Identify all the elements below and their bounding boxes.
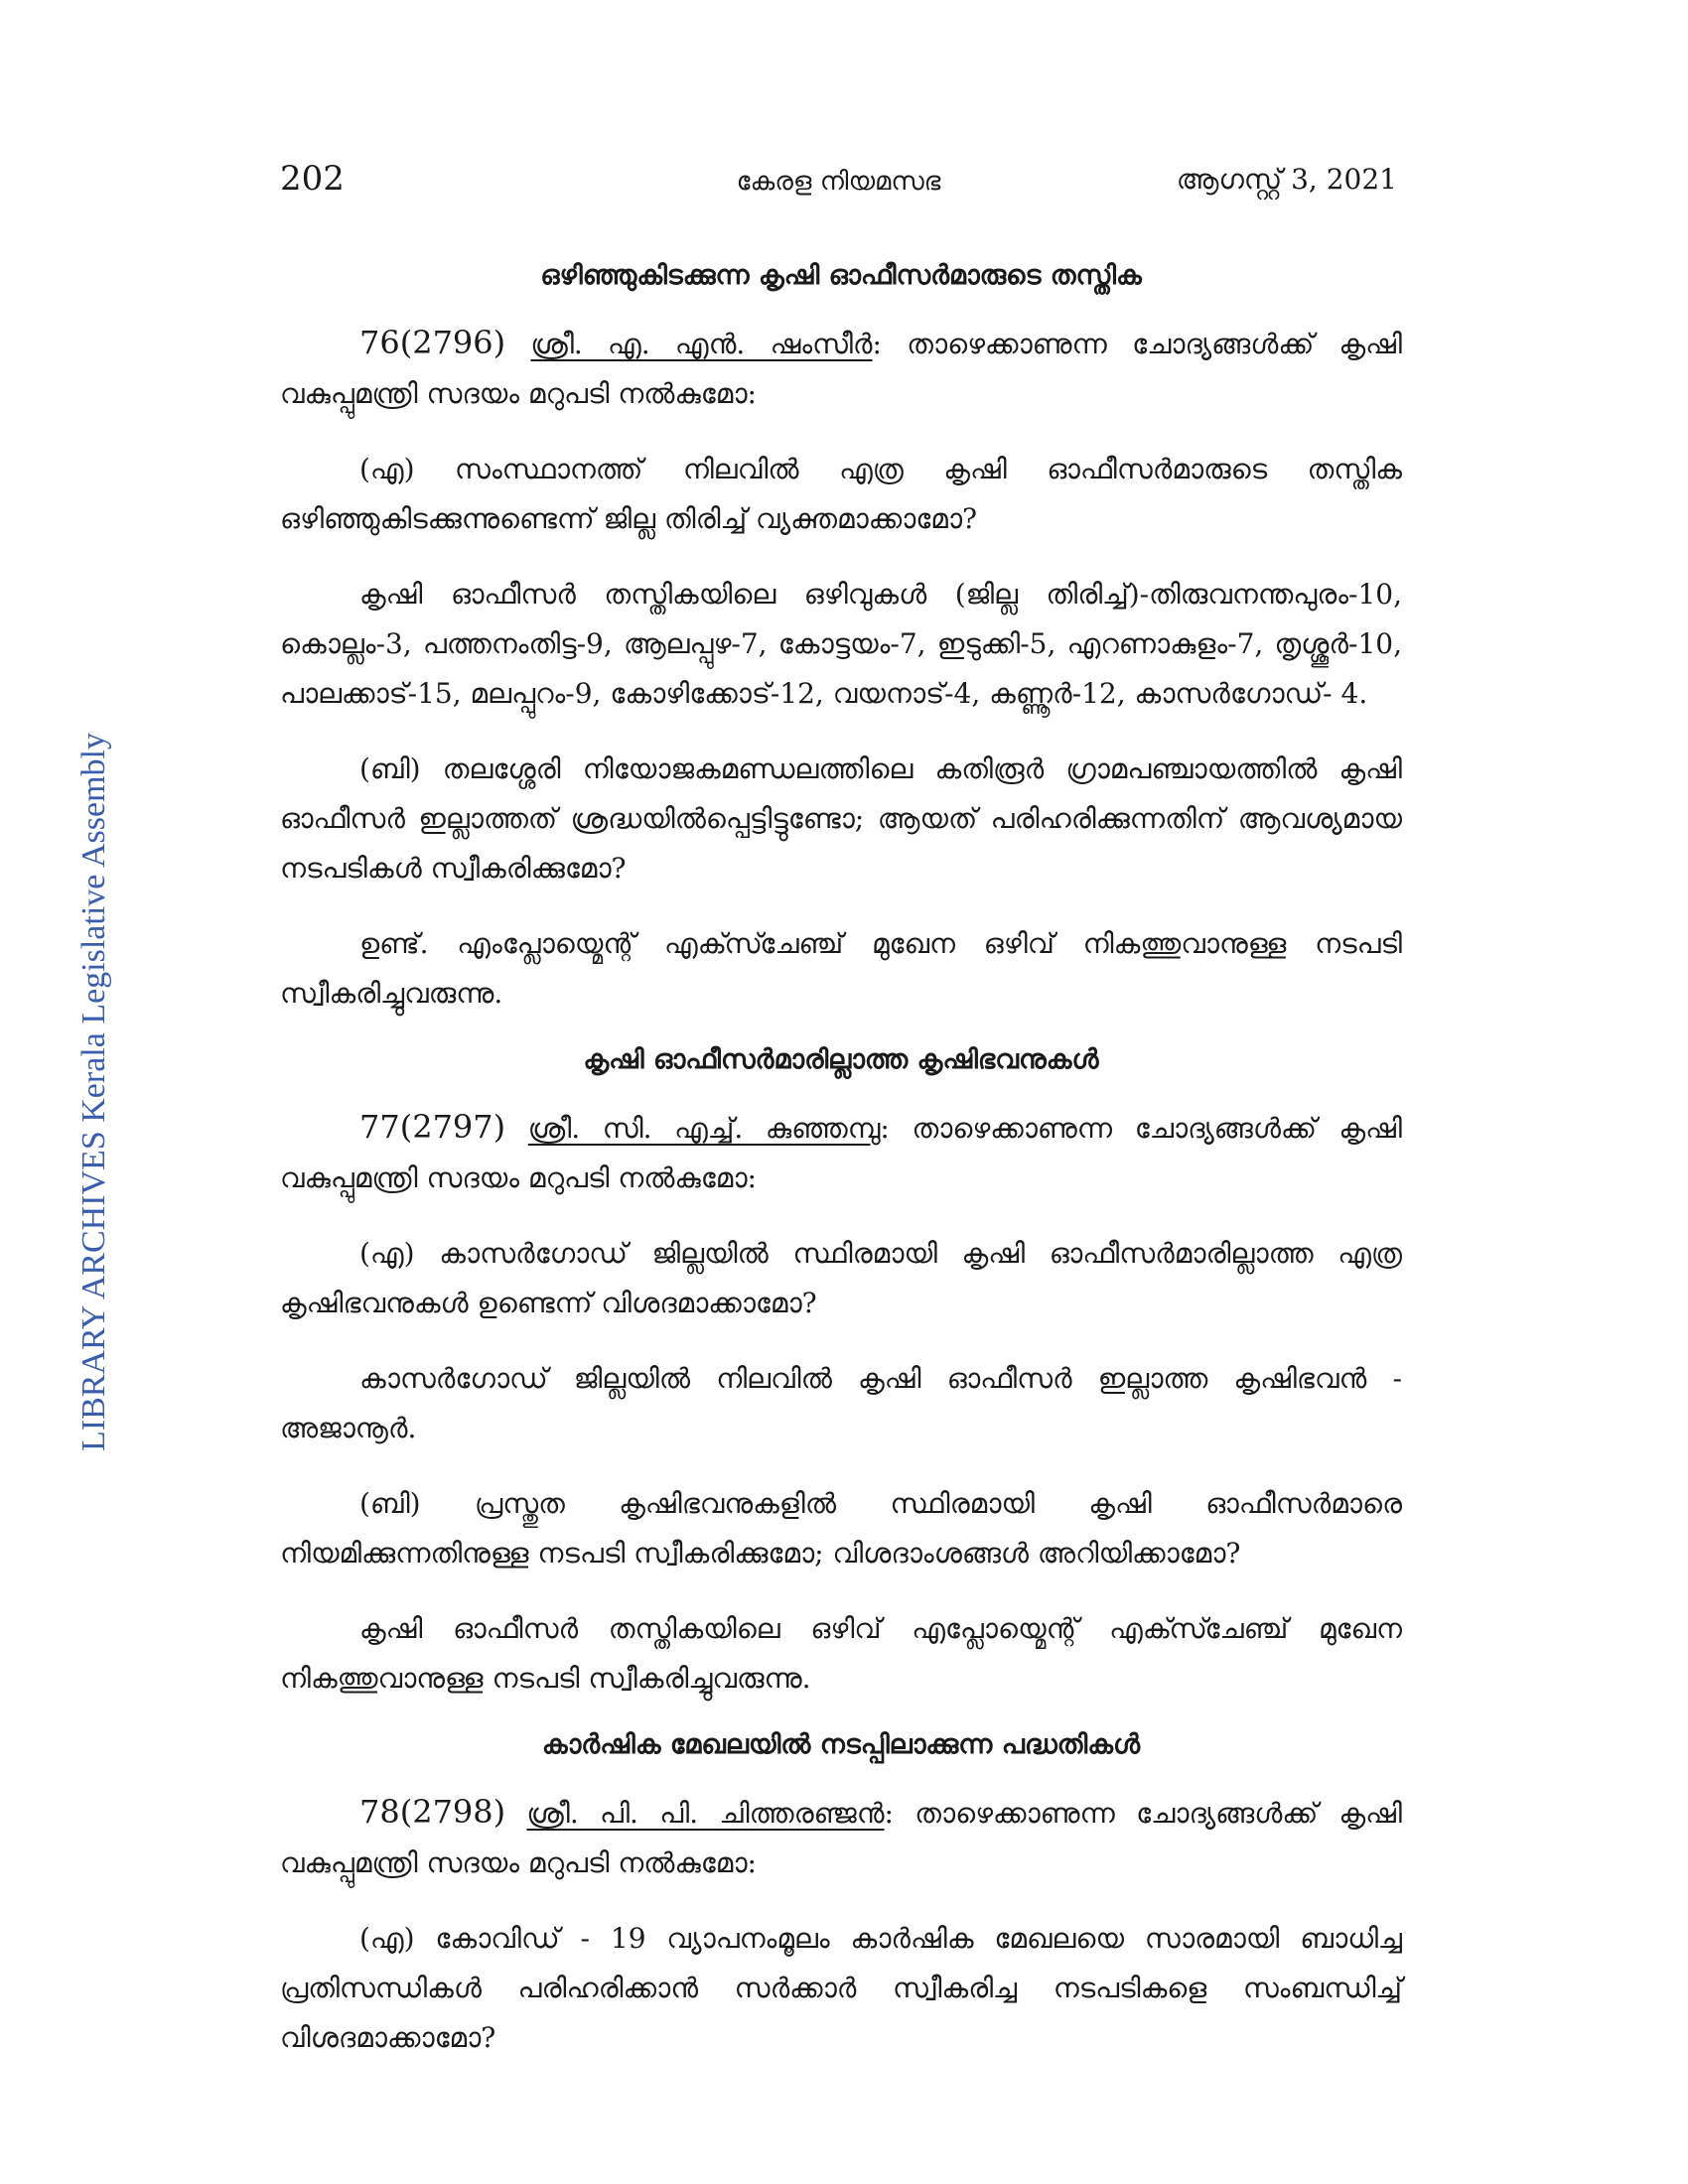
question-number: 77(2797) [359,1108,506,1146]
question-block-76 [280,260,1402,1019]
document-body [280,260,1402,2089]
sub-question-b: (ബി) തലശ്ശേരി നിയോജകമണ്ഡലത്തിലെ കതിരൂർ ഗ്രാമപഞ്ചായത്തിൽ കൃഷി ഓഫീസർ ഇല്ലാത്തത് ശ്രദ്ധയിൽപ്പെട്ടിട്ടുണ്ടോ; ആയത് പരിഹരിക്കുന്നതിന് ആവശ്യമായ നടപടികൾ സ്വീകരിക്കുമോ? [280,752,1402,885]
intro-text: : താഴെക്കാണുന്ന ചോദ്യങ്ങൾക്ക് കൃഷി വകുപ്പുമന്ത്രി സദയം മറുപടി നൽകുമോ: [280,1112,1402,1194]
sub-question-b: (ബി) പ്രസ്തുത കൃഷിഭവനുകളിൽ സ്ഥിരമായി കൃഷി ഓഫീസർമാരെ നിയമിക്കുന്നതിനുള്ള നടപടി സ്വീകരിക്കുമോ; വിശദാംശങ്ങൾ അറിയിക്കാമോ? [280,1487,1402,1570]
question-block-77 [280,1044,1402,1704]
archive-watermark: LIBRARY ARCHIVES Kerala Legislative Assembly [75,732,112,1452]
member-name: ശ്രീ. എ. എൻ. ഷംസീർ [530,328,873,360]
question-intro [280,1787,1402,1888]
sub-question-a: (എ) കാസർഗോഡ് ജില്ലയിൽ സ്ഥിരമായി കൃഷി ഓഫീസർമാരില്ലാത്ത എത്ര കൃഷിഭവനുകൾ ഉണ്ടെന്ന് വിശദമാക്കാമോ? [280,1237,1402,1319]
answer-b: കൃഷി ഓഫീസർ തസ്തികയിലെ ഒഴിവ് എപ്ലോയ്മെന്റ് എക്സ്ചേഞ്ച് മുഖേന നികത്തുവാനുള്ള നടപടി സ്വീകരിച്ചുവരുന്നു. [280,1612,1402,1695]
sub-question-a: (എ) കോവിഡ് - 19 വ്യാപനംമൂലം കാർഷിക മേഖലയെ സാരമായി ബാധിച്ച പ്രതിസന്ധികൾ പരിഹരിക്കാൻ സർക്കാർ സ്വീകരിച്ച നടപടികളെ സംബന്ധിച്ച് വിശദമാക്കാമോ? [280,1922,1402,2054]
question-intro [280,1102,1402,1203]
header-date: ആഗസ്റ്റ് 3, 2021 [1176,163,1397,196]
intro-text: : താഴെക്കാണുന്ന ചോദ്യങ്ങൾക്ക് കൃഷി വകുപ്പുമന്ത്രി സദയം മറുപടി നൽകുമോ: [280,1797,1402,1879]
answer-b: ഉണ്ട്. എംപ്ലോയ്മെന്റ് എക്സ്ചേഞ്ച് മുഖേന ഒഴിവ് നികത്തുവാനുള്ള നടപടി സ്വീകരിച്ചുവരുന്നു. [280,927,1402,1010]
question-number: 78(2798) [359,1793,506,1831]
page-header [280,159,1397,203]
page-number: 202 [280,159,345,199]
question-heading: കാർഷിക മേഖലയിൽ നടപ്പിലാക്കുന്ന പദ്ധതികൾ [541,1729,1141,1760]
member-name: ശ്രീ. സി. എച്ച്. കുഞ്ഞമ്പു [527,1112,881,1145]
answer-a: കാസർഗോഡ് ജില്ലയിൽ നിലവിൽ കൃഷി ഓഫീസർ ഇല്ലാത്ത കൃഷിഭവൻ - അജാനൂർ. [280,1362,1402,1444]
sub-question-a: (എ) സംസ്ഥാനത്ത് നിലവിൽ എത്ര കൃഷി ഓഫീസർമാരുടെ തസ്തിക ഒഴിഞ്ഞുകിടക്കുന്നുണ്ടെന്ന് ജില്ല തിരിച്ച് വ്യക്തമാക്കാമോ? [280,453,1402,535]
intro-text: : താഴെക്കാണുന്ന ചോദ്യങ്ങൾക്ക് കൃഷി വകുപ്പുമന്ത്രി സദയം മറുപടി നൽകുമോ: [280,328,1403,410]
member-name: ശ്രീ. പി. പി. ചിത്തരഞ്ജൻ [526,1797,885,1830]
running-title: കേരള നിയമസഭ [736,167,941,197]
question-block-78 [280,1729,1402,2063]
answer-a: കൃഷി ഓഫീസർ തസ്തികയിലെ ഒഴിവുകൾ (ജില്ല തിരിച്ച്)-തിരുവനന്തപുരം-10, കൊല്ലം-3, പത്തനംതിട്ട-9, ആലപ്പുഴ-7, കോട്ടയം-7, ഇടുക്കി-5, എറണാകുളം-7, തൃശ്ശൂർ-10, പാലക്കാട്-15, മലപ്പുറം-9, കോഴിക്കോട്-12, വയനാട്-4, കണ്ണൂർ-12, കാസർഗോഡ്- 4. [280,578,1402,710]
question-heading: ഒഴിഞ്ഞുകിടക്കുന്ന കൃഷി ഓഫീസർമാരുടെ തസ്തിക [540,260,1142,291]
question-heading: കൃഷി ഓഫീസർമാരില്ലാത്ത കൃഷിഭവനുകൾ [583,1044,1099,1075]
question-number: 76(2796) [359,324,506,361]
question-intro [280,318,1402,419]
